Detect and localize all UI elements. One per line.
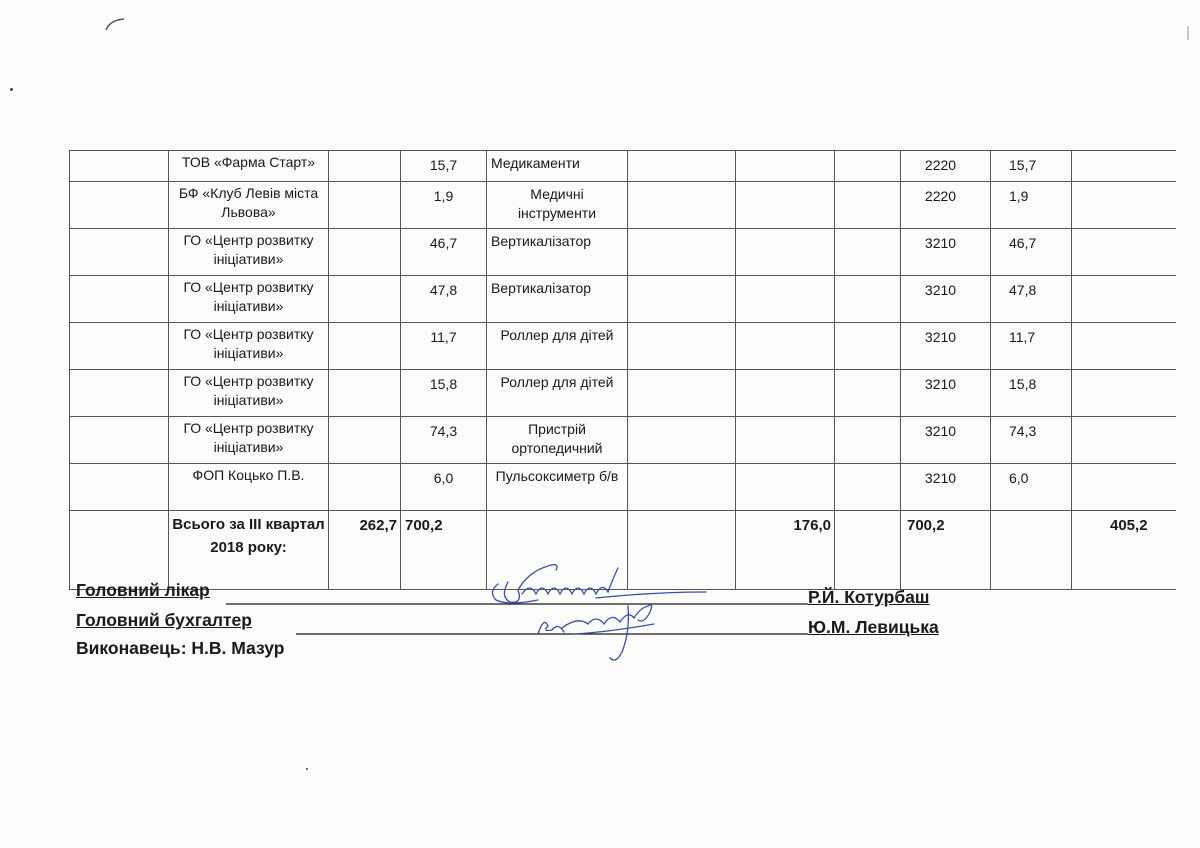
chief-doctor-name: Р.Й. Котурбаш [808, 587, 930, 607]
recipient-name: БФ «Клуб Левів міста Львова» [169, 182, 329, 229]
amount-cell: 6,0 [401, 464, 487, 511]
amount-cell: 47,8 [401, 276, 487, 323]
kekv-code-cell: 3210 [901, 229, 991, 276]
total-col-a: 262,7 [329, 511, 401, 590]
recipient-name: ТОВ «Фарма Старт» [169, 151, 329, 182]
empty-cell [329, 370, 401, 417]
empty-cell [736, 370, 835, 417]
amount-cell: 1,9 [401, 182, 487, 229]
empty-cell [70, 464, 169, 511]
empty-cell [329, 464, 401, 511]
total-label: Всього за III квартал 2018 року: [169, 511, 329, 590]
empty-cell [628, 276, 736, 323]
empty-cell [835, 464, 901, 511]
amount-cell: 11,7 [401, 323, 487, 370]
total-col-d: 700,2 [901, 511, 991, 590]
empty-cell [70, 417, 169, 464]
amount-cell: 74,3 [401, 417, 487, 464]
empty-cell [736, 182, 835, 229]
amount-cell: 15,8 [401, 370, 487, 417]
recipient-name: ГО «Центр розвитку ініціативи» [169, 229, 329, 276]
executor-line: Виконавець: Н.В. Мазур [76, 638, 285, 658]
recipient-name: ГО «Центр розвитку ініціативи» [169, 417, 329, 464]
empty-cell [70, 511, 169, 590]
amount-cell: 15,7 [401, 151, 487, 182]
empty-cell [1072, 370, 1176, 417]
empty-cell [329, 417, 401, 464]
item-cell: Роллер для дітей [487, 370, 628, 417]
amount2-cell: 6,0 [991, 464, 1072, 511]
empty-cell [1072, 464, 1176, 511]
empty-cell [329, 276, 401, 323]
recipient-name: ГО «Центр розвитку ініціативи» [169, 370, 329, 417]
table-row [70, 464, 1176, 511]
empty-cell [329, 323, 401, 370]
kekv-code-cell: 3210 [901, 417, 991, 464]
item-cell: Пристрій ортопедичний [487, 417, 628, 464]
scan-mark [104, 18, 126, 32]
empty-cell [1072, 323, 1176, 370]
amount2-cell: 11,7 [991, 323, 1072, 370]
empty-cell [736, 151, 835, 182]
chief-accountant-title: Головний бухгалтер [76, 610, 252, 630]
item-cell: Вертикалізатор [487, 229, 628, 276]
recipient-name: ГО «Центр розвитку ініціативи» [169, 323, 329, 370]
empty-cell [1072, 182, 1176, 229]
empty-cell [329, 151, 401, 182]
empty-cell [628, 464, 736, 511]
table-row [70, 370, 1176, 417]
empty-cell [329, 182, 401, 229]
kekv-code-cell: 3210 [901, 370, 991, 417]
item-cell: Медикаменти [487, 151, 628, 182]
empty-cell [70, 229, 169, 276]
scan-speck [306, 768, 308, 770]
recipient-name: ФОП Коцько П.В. [169, 464, 329, 511]
amount-cell: 46,7 [401, 229, 487, 276]
empty-cell [736, 464, 835, 511]
table-row [70, 151, 1176, 182]
table-row [70, 276, 1176, 323]
empty-cell [1072, 151, 1176, 182]
empty-cell [736, 323, 835, 370]
handwritten-signatures [478, 552, 728, 672]
empty-cell [70, 182, 169, 229]
amount2-cell: 15,8 [991, 370, 1072, 417]
empty-cell [1072, 417, 1176, 464]
kekv-code-cell: 3210 [901, 323, 991, 370]
empty-cell [329, 229, 401, 276]
item-cell: Медичні інструменти [487, 182, 628, 229]
scan-speck [10, 88, 13, 91]
total-col-e: 405,2 [1072, 511, 1176, 590]
empty-cell [70, 323, 169, 370]
empty-cell [628, 417, 736, 464]
empty-cell [628, 323, 736, 370]
empty-cell [628, 151, 736, 182]
empty-cell [991, 511, 1072, 590]
table-row [70, 417, 1176, 464]
empty-cell [835, 182, 901, 229]
kekv-code-cell: 2220 [901, 151, 991, 182]
empty-cell [736, 229, 835, 276]
empty-cell [70, 276, 169, 323]
item-cell: Вертикалізатор [487, 276, 628, 323]
grants-table [69, 150, 1176, 590]
empty-cell [628, 229, 736, 276]
empty-cell [1072, 276, 1176, 323]
amount2-cell: 1,9 [991, 182, 1072, 229]
kekv-code-cell: 2220 [901, 182, 991, 229]
amount2-cell: 15,7 [991, 151, 1072, 182]
empty-cell [628, 370, 736, 417]
empty-cell [835, 417, 901, 464]
table-row [70, 182, 1176, 229]
total-col-b: 700,2 [401, 511, 487, 590]
scan-edge-mark [1186, 26, 1190, 40]
amount2-cell: 74,3 [991, 417, 1072, 464]
kekv-code-cell: 3210 [901, 464, 991, 511]
chief-accountant-name: Ю.М. Левицька [808, 617, 939, 637]
empty-cell [70, 151, 169, 182]
empty-cell [1072, 229, 1176, 276]
chief-doctor-title: Головний лікар [76, 580, 210, 600]
recipient-name: ГО «Центр розвитку ініціативи» [169, 276, 329, 323]
empty-cell [835, 323, 901, 370]
empty-cell [835, 229, 901, 276]
empty-cell [835, 151, 901, 182]
empty-cell [835, 370, 901, 417]
empty-cell [736, 417, 835, 464]
empty-cell [835, 276, 901, 323]
table-row [70, 229, 1176, 276]
item-cell: Пульсоксиметр б/в [487, 464, 628, 511]
empty-cell [736, 276, 835, 323]
amount2-cell: 47,8 [991, 276, 1072, 323]
table-row [70, 323, 1176, 370]
kekv-code-cell: 3210 [901, 276, 991, 323]
empty-cell [628, 182, 736, 229]
total-col-c: 176,0 [736, 511, 835, 590]
amount2-cell: 46,7 [991, 229, 1072, 276]
empty-cell [70, 370, 169, 417]
empty-cell [835, 511, 901, 590]
item-cell: Роллер для дітей [487, 323, 628, 370]
